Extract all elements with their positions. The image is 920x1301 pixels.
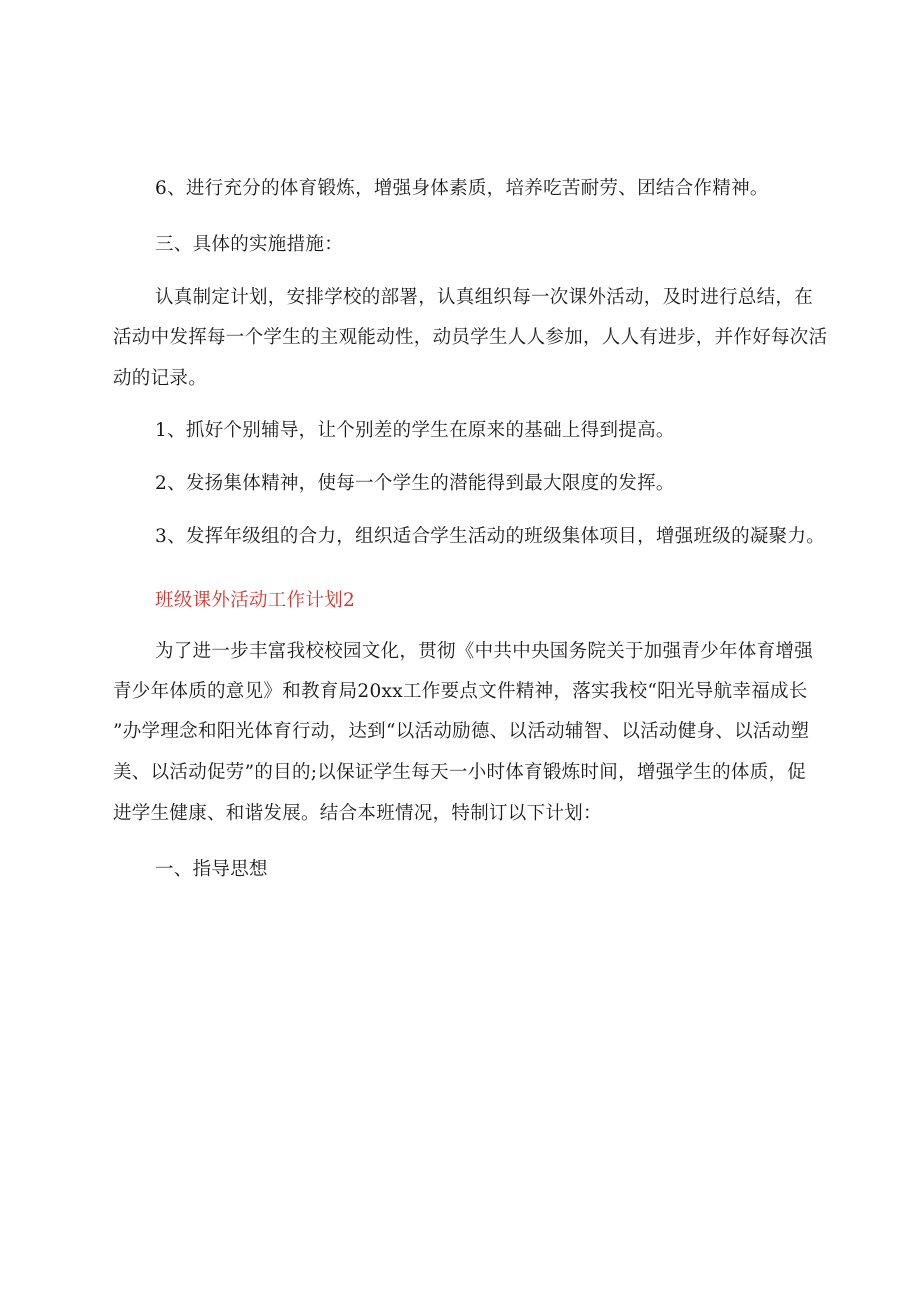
paragraph-line: 进学生健康、和谐发展。结合本班情况，特制订以下计划： [113, 803, 602, 824]
paragraph-line: 活动中发挥每一个学生的主观能动性，动员学生人人参加，人人有进步，并作好每次活 [113, 327, 828, 348]
list-item-6: 6、进行充分的体育锻炼，增强身体素质，培养吃苦耐劳、团结合作精神。 [155, 178, 769, 199]
section-heading-guiding-ideology: 一、指导思想 [155, 859, 268, 880]
list-item-2: 2、发扬集体精神，使每一个学生的潜能得到最大限度的发挥。 [155, 473, 675, 494]
paragraph-line: 为了进一步丰富我校校园文化，贯彻《中共中央国务院关于加强青少年体育增强 [155, 641, 814, 662]
paragraph-line: 美、以活动促劳”的目的;以保证学生每天一小时体育锻炼时间，增强学生的体质，促 [113, 762, 807, 783]
document-title: 班级课外活动工作计划2 [155, 590, 356, 611]
paragraph-line: 动的记录。 [113, 368, 208, 389]
list-item-1: 1、抓好个别辅导，让个别差的学生在原来的基础上得到提高。 [155, 420, 675, 441]
paragraph-line: 青少年体质的意见》和教育局20xx工作要点文件精神，落实我校“阳光导航幸福成长 [113, 681, 808, 702]
paragraph-line: ”办学理念和阳光体育行动，达到“以活动励德、以活动辅智、以活动健身、以活动塑 [113, 721, 810, 742]
paragraph-line: 认真制定计划，安排学校的部署，认真组织每一次课外活动，及时进行总结，在 [155, 287, 814, 308]
list-item-3: 3、发挥年级组的合力，组织适合学生活动的班级集体项目，增强班级的凝聚力。 [155, 526, 826, 547]
section-heading-measures: 三、具体的实施措施： [155, 234, 344, 255]
